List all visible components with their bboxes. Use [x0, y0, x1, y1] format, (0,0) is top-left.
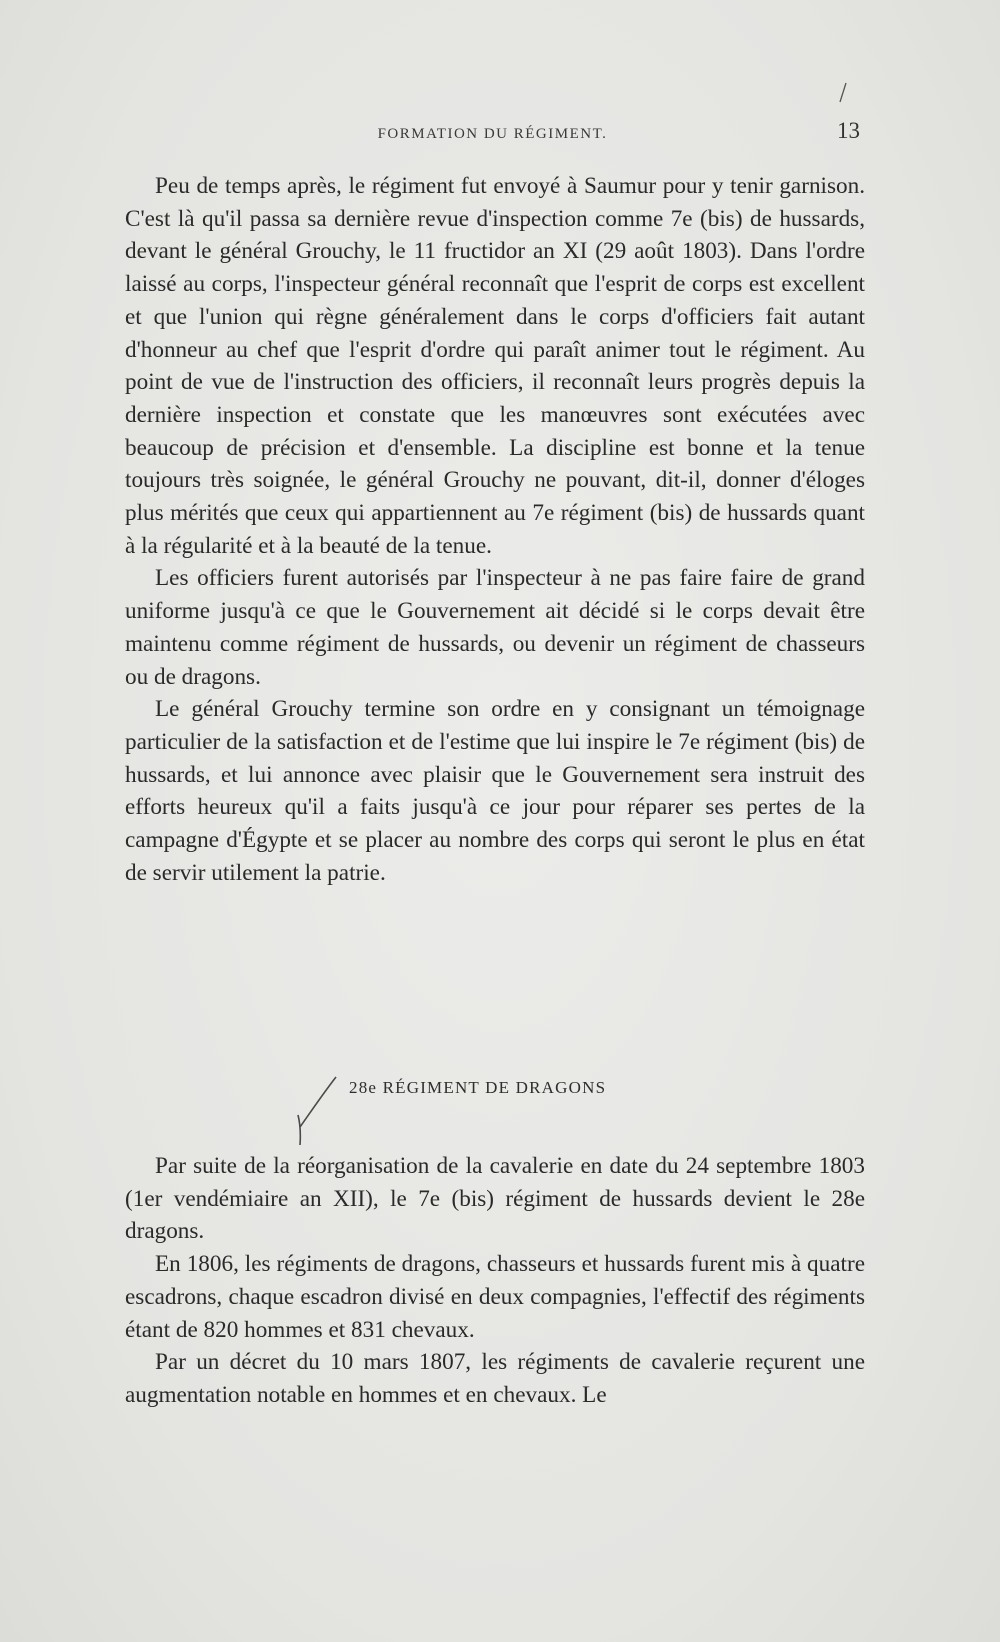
paragraph: En 1806, les régiments de dragons, chasseurs et hussards furent mis à quatre escadrons, chaque escadron divisé en deux compagnies, l'effectif des régiments étant de 820 hommes et 831 chevaux. — [125, 1251, 865, 1343]
paragraph: Par suite de la réorganisation de la cavalerie en date du 24 septembre 1803 (1er vendémiaire an XII), le 7e (bis) régiment de hussards devient le 28e dragons. — [125, 1153, 865, 1245]
handwritten-check-mark — [292, 1075, 342, 1147]
text-block-hussards — [125, 170, 865, 889]
paragraph: Peu de temps après, le régiment fut envoyé à Saumur pour y tenir garnison. C'est là qu'il passa sa dernière revue d'inspection comme 7e (bis) de hussards, devant le général Grouchy, le 11 fructidor an XI (29 août 1803). Dans l'ordre laissé au corps, l'inspecteur général reconnaît que l'esprit de corps est excellent et que l'union qui règne généralement dans le corps d'officiers fait autant d'honneur au chef que l'esprit d'ordre qui paraît animer tout le régiment. Au point de vue de l'instruction des officiers, il reconnaît leurs progrès depuis la dernière inspection et constate que les manœuvres sont exécutées avec beaucoup de précision et d'ensemble. La discipline est bonne et la tenue toujours très soignée, le général Grouchy ne pouvant, dit-il, donner d'éloges plus mérités que ceux qui appartiennent au 7e régiment (bis) de hussards quant à la régularité et à la beauté de la tenue. — [125, 173, 865, 559]
paragraph: Le général Grouchy termine son ordre en y consignant un témoignage particulier de la satisfaction et de l'estime que lui inspire le 7e régiment (bis) de hussards, et lui annonce avec plaisir que le Gouvernement sera instruit des efforts heureux qu'il a faits jusqu'à ce jour pour réparer ses pertes de la campagne d'Égypte et se placer au nombre des corps qui seront le plus en état de servir utilement la patrie. — [125, 696, 865, 886]
page-header — [125, 118, 860, 148]
text-block-dragons — [125, 1150, 865, 1412]
running-title: FORMATION DU RÉGIMENT. — [377, 126, 608, 142]
paragraph: Les officiers furent autorisés par l'inspecteur à ne pas faire faire de grand uniforme jusqu'à ce que le Gouvernement ait décidé si le corps devait être maintenu comme régiment de hussards, ou devenir un régiment de chasseurs ou de dragons. — [125, 565, 865, 690]
paragraph: Par un décret du 10 mars 1807, les régiments de cavalerie reçurent une augmentation notable en hommes et en chevaux. Le — [125, 1349, 865, 1408]
section-heading: 28e RÉGIMENT DE DRAGONS — [349, 1078, 607, 1097]
pencil-mark — [838, 82, 848, 104]
page-number: 13 — [837, 118, 860, 143]
